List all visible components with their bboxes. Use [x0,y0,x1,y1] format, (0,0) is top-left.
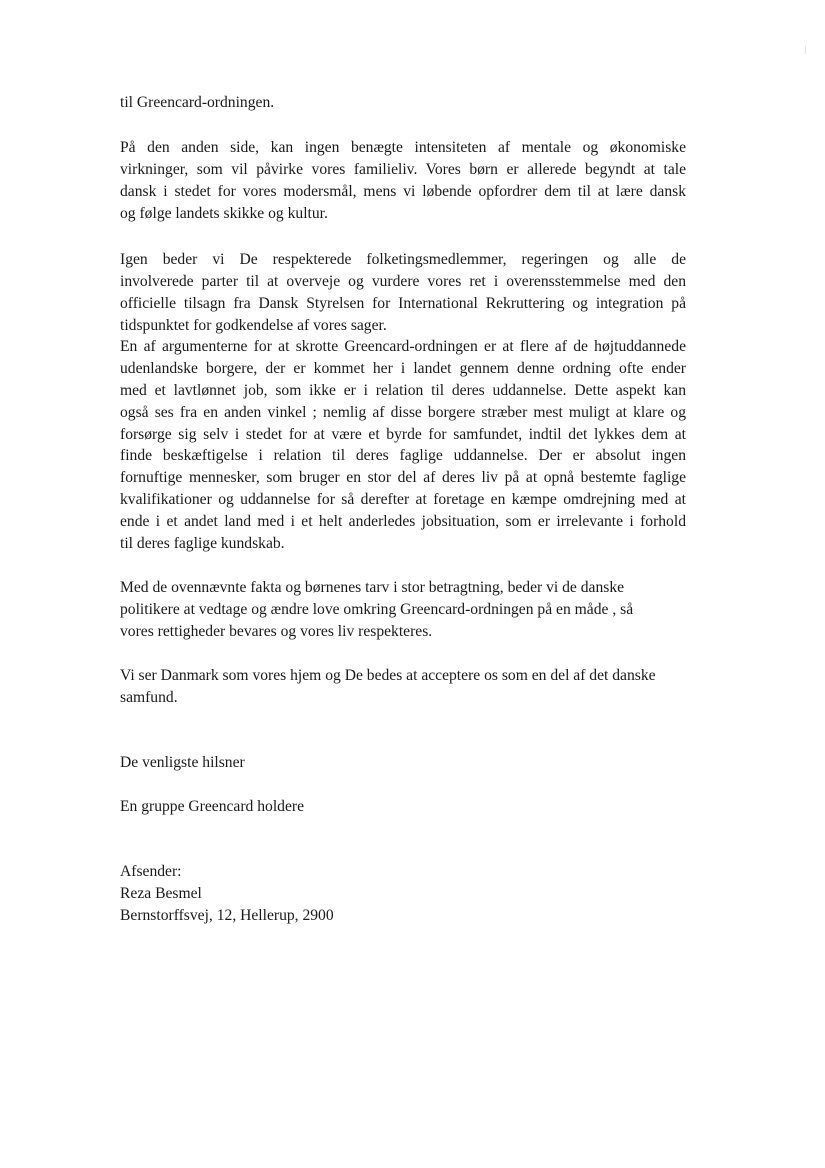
sender-label: Afsender: [120,863,182,880]
letter-line: vores rettigheder bevares og vores liv respekteres. [120,623,433,640]
signature-group: En gruppe Greencard holdere [120,798,305,815]
letter-line: med et lavtlønnet job, som ikke er i relation til deres uddannelse. Dette aspekt kan [120,382,686,399]
letter-line: Igen beder vi De respekterede folketingsmedlemmer, regeringen og alle de [120,251,686,268]
letter-line: På den anden side, kan ingen benægte intensiteten af mentale og økonomiske [120,139,686,156]
letter-line: officielle tilsagn fra Dansk Styrelsen for International Rekruttering og integration på [120,295,686,312]
letter-line: virkninger, som vil påvirke vores familieliv. Vores børn er allerede begyndt at tale [120,161,686,178]
sender-address: Bernstorffsvej, 12, Hellerup, 2900 [120,907,334,924]
letter-line: ende i et andet land med i et helt anderledes jobsituation, som er irrelevante i forhold [120,513,686,530]
letter-line: dansk i stedet for vores modersmål, mens vi løbende opfordrer dem til at lære dansk [120,183,686,200]
letter-line: til deres faglige kundskab. [120,535,285,552]
letter-line: udenlandske borgere, der er kommet her i landet gennem denne ordning ofte ender [120,360,686,377]
letter-line: En af argumenterne for at skrotte Greencard-ordningen er at flere af de højtuddannede [120,338,686,355]
letter-line: involverede parter til at overveje og vurdere vores ret i overensstemmelse med den [120,273,686,290]
sender-name: Reza Besmel [120,885,202,902]
letter-line: til Greencard-ordningen. [120,94,275,111]
letter-line: Med de ovennævnte fakta og børnenes tarv i stor betragtning, beder vi de danske [120,579,625,596]
letter-line: politikere at vedtage og ændre love omkring Greencard-ordningen på en måde , så [120,601,634,618]
letter-line: tidspunktet for godkendelse af vores sager. [120,317,387,334]
letter-line: Vi ser Danmark som vores hjem og De bedes at acceptere os som en del af det danske [120,667,656,684]
letter-line: finde beskæftigelse i relation til deres faglige uddannelse. Der er absolut ingen [120,447,686,464]
letter-line: fornuftige mennesker, som bruger en stor del af deres liv på at opnå bestemte faglige [120,469,686,486]
letter-line: samfund. [120,689,178,706]
letter-line: og følge landets skikke og kultur. [120,205,328,222]
closing-salutation: De venligste hilsner [120,754,245,771]
scan-speck [805,46,806,54]
letter-line: kvalifikationer og uddannelse for så derefter at foretage en kæmpe omdrejning med at [120,491,686,508]
letter-line: forsørge sig selv i stedet for at være et byrde for samfundet, indtil det lykkes dem at [120,426,686,443]
letter-line: også ses fra en anden vinkel ; nemlig af disse borgere stræber mest muligt at klare og [120,404,686,421]
